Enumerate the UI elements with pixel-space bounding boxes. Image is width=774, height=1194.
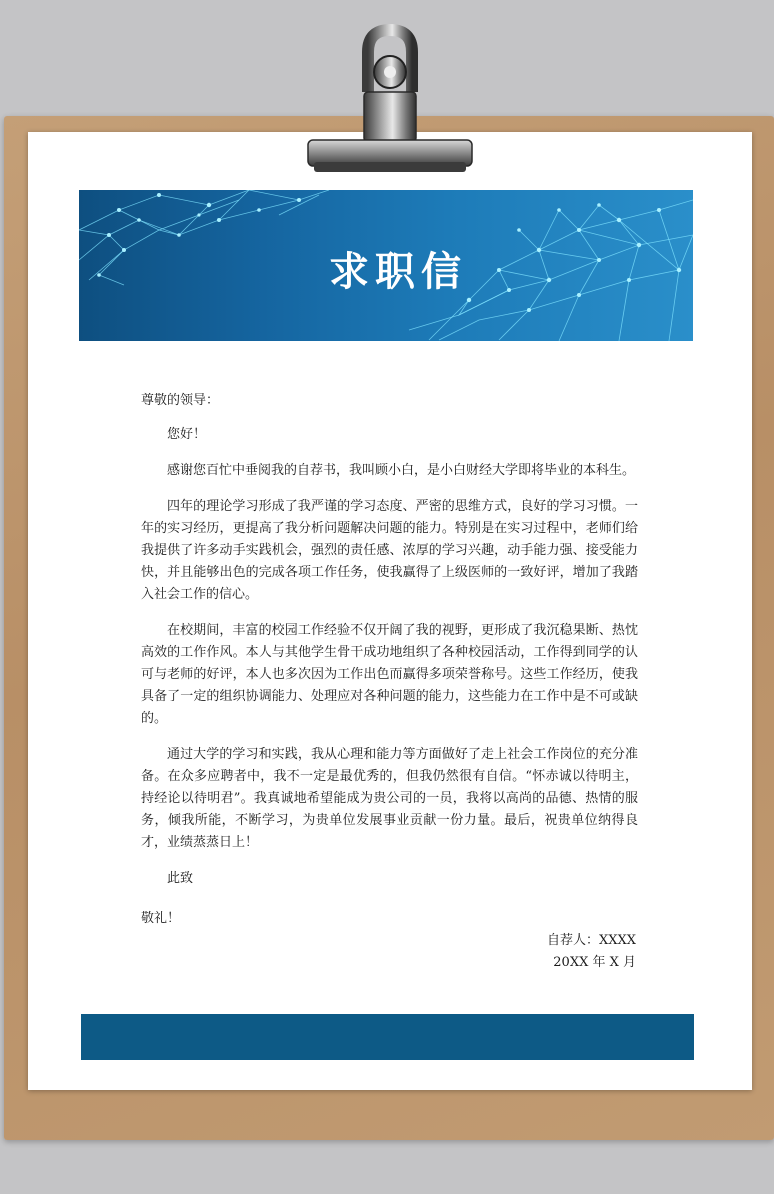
paragraph-intro: 感谢您百忙中垂阅我的自荐书，我叫顾小白，是小白财经大学即将毕业的本科生。 (167, 463, 636, 478)
letter-body (141, 390, 638, 974)
closing-phrase: 此致 (167, 871, 194, 886)
binder-clip-icon (300, 22, 480, 182)
paragraph-campus: 在校期间，丰富的校园工作经验不仅开阔了我的视野，更形成了我沉稳果断、热忱高效的工作作风。本人与其他学生骨干成功地组织了各种校园活动，工作得到同学的认可与老师的好评，本人也多次因为工作出色而赢得多项荣誉称号。这些工作经历，使我具备了一定的组织协调能力、处理应对各种问题的能力，这些能力在工作中是不可或缺的。 (141, 623, 638, 726)
paragraph-study: 四年的理论学习形成了我严谨的学习态度、严密的思维方式，良好的学习习惯。一年的实习经历，更提高了我分析问题解决问题的能力。特别是在实习过程中，老师们给我提供了许多动手实践机会，强烈的责任感、浓厚的学习兴趣，动手能力强、接受能力快，并且能够出色的完成各项工作任务，使我赢得了上级医师的一致好评，增加了我踏入社会工作的信心。 (141, 499, 638, 602)
salutation: 尊敬的领导： (141, 393, 220, 408)
footer-bar (81, 1014, 694, 1060)
paragraph-closing: 通过大学的学习和实践，我从心理和能力等方面做好了走上社会工作岗位的充分准备。在众多应聘者中，我不一定是最优秀的，但我仍然很有自信。“怀赤诚以待明主，持经论以待明君”。我真诚地希望能成为贵公司的一员，我将以高尚的品德、热情的服务，倾我所能，不断学习，为贵单位发展事业贡献一份力量。最后，祝贵单位纳得良才，业绩蒸蒸日上！ (141, 747, 638, 850)
signer: 自荐人：XXXX (546, 933, 636, 948)
regards: 敬礼！ (141, 911, 181, 926)
page-title: 求职信 (329, 248, 467, 295)
header-banner (79, 190, 693, 341)
greeting: 您好！ (167, 427, 207, 442)
letter-date: 20XX 年 X 月 (553, 955, 636, 970)
